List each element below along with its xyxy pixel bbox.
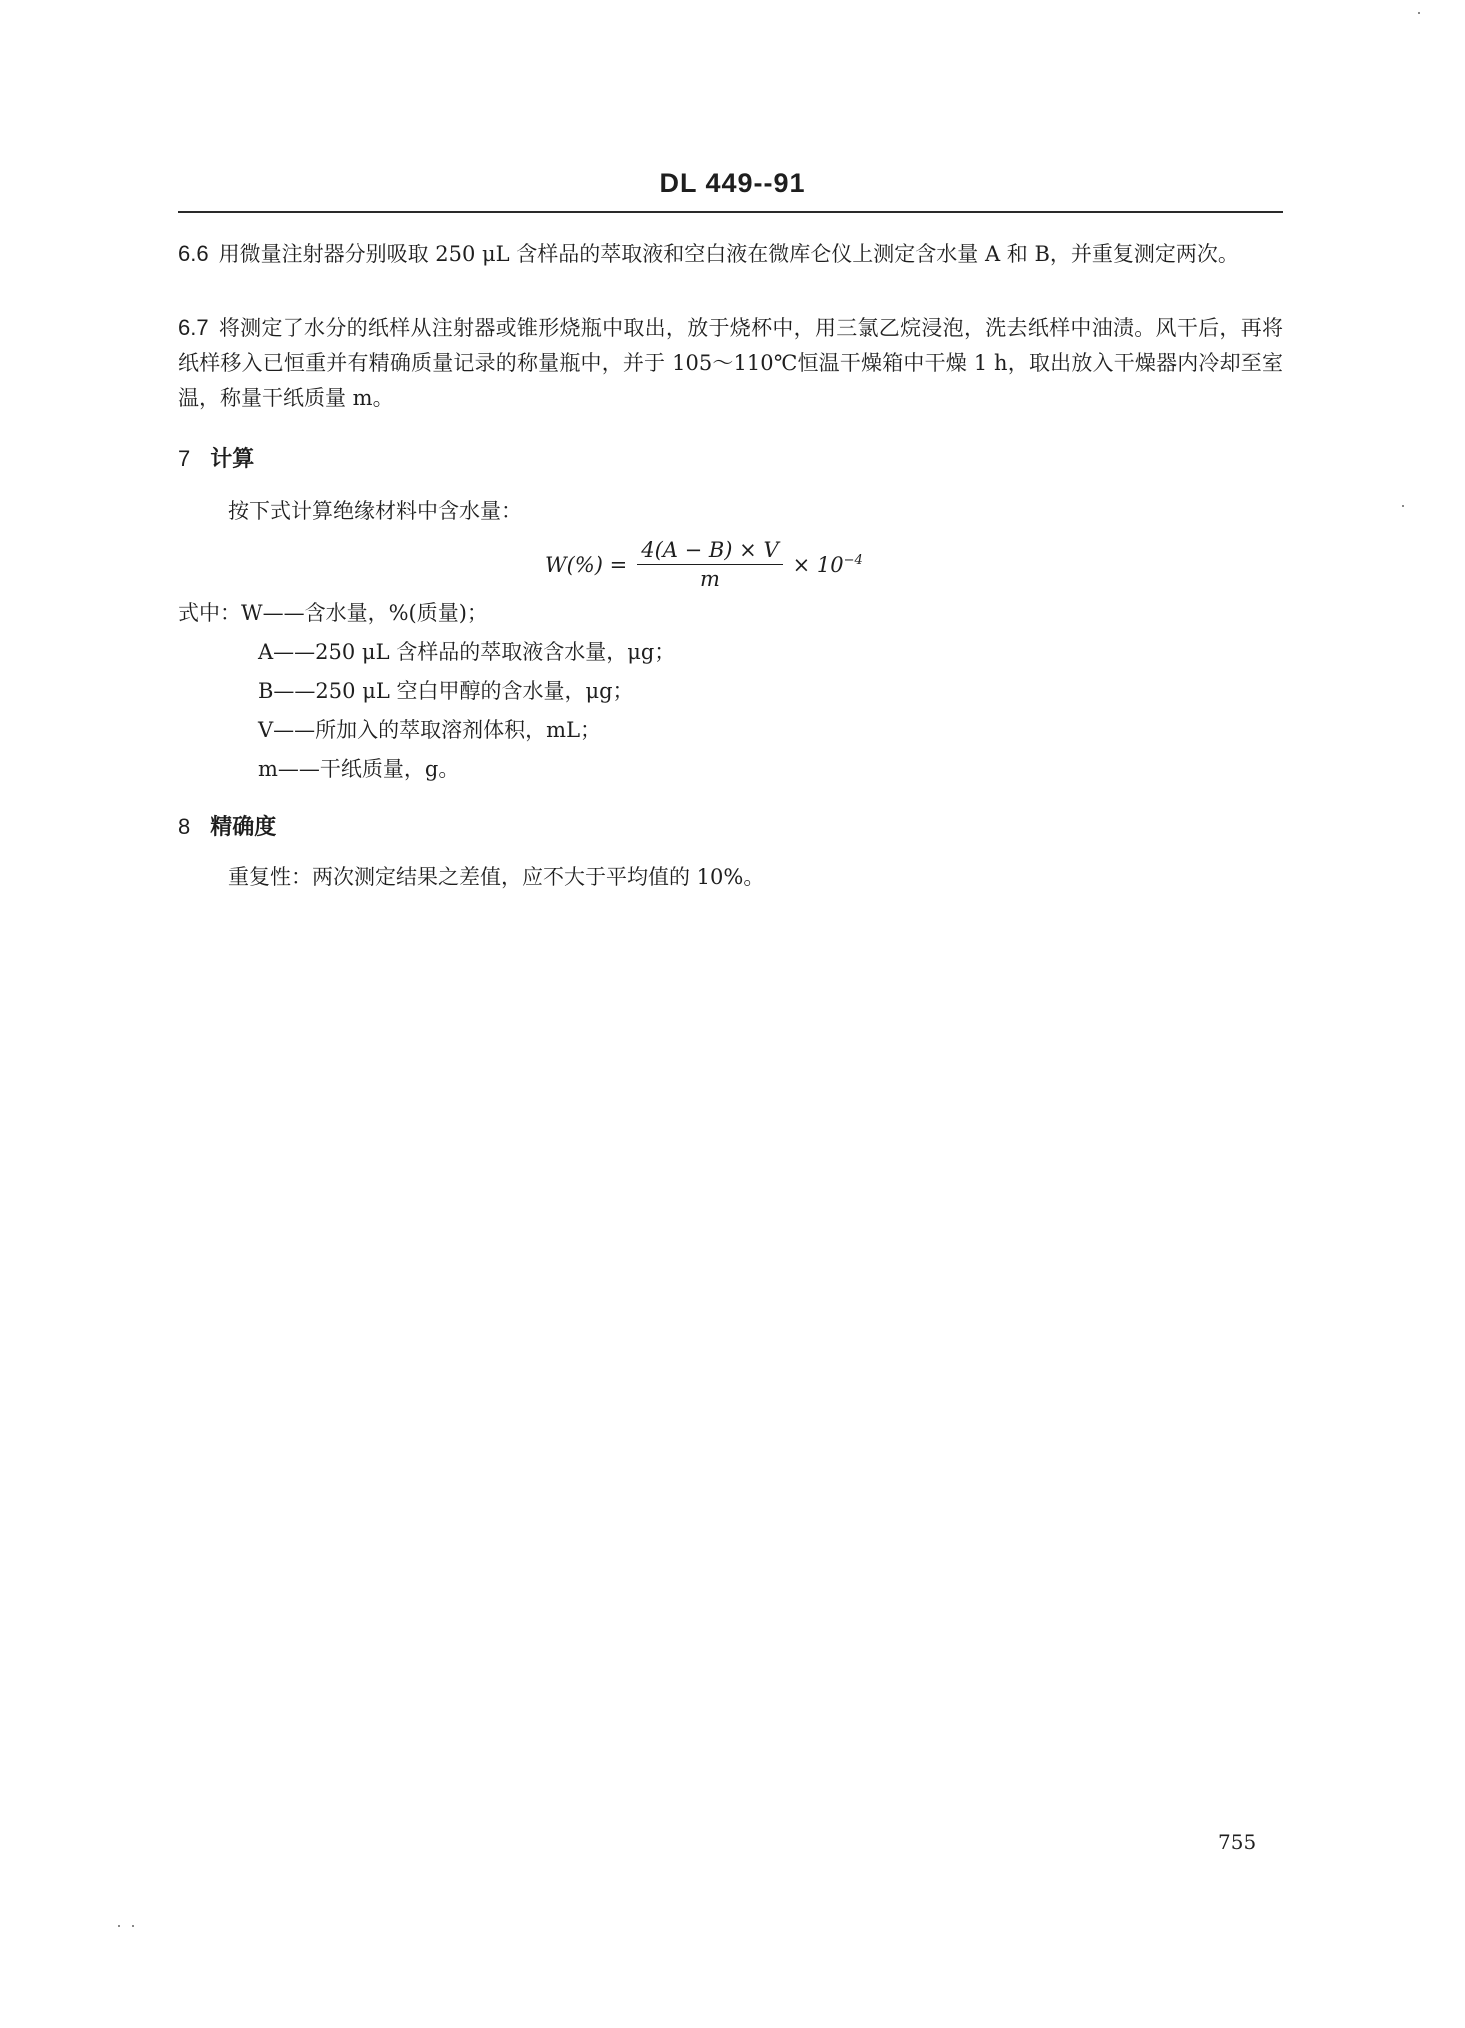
definition-item: A——250 μL 含样品的萃取液含水量，μg； — [258, 640, 676, 664]
paragraph-6-6 — [178, 236, 1283, 272]
scan-speck — [1402, 505, 1404, 507]
section-8-heading — [178, 810, 276, 841]
formula-rhs — [793, 553, 863, 577]
scan-speck — [118, 1925, 120, 1927]
doc-code: DL 449--91 — [659, 168, 806, 198]
formula-intro: 按下式计算绝缘材料中含水量： — [228, 499, 522, 523]
formula-denominator: m — [699, 567, 720, 591]
formula-factor: × 10 — [792, 552, 844, 577]
definition-item: m——干纸质量，g。 — [258, 757, 460, 781]
where-label-line — [178, 598, 488, 628]
definition-item: V——所加入的萃取溶剂体积，mL； — [258, 718, 602, 742]
page-number: 755 — [1218, 1830, 1257, 1854]
scan-speck — [1418, 12, 1420, 14]
document-header — [0, 168, 1465, 199]
clause-text: 将测定了水分的纸样从注射器或锥形烧瓶中取出，放于烧杯中，用三氯乙烷浸泡，洗去纸样中油渍。风干后，再将纸样移入已恒重并有精确质量记录的称量瓶中，并于 105～110℃恒温干燥箱中干燥 1 h，取出放入干燥器内冷却至室温，称量干纸质量 m。 — [178, 316, 1283, 410]
where-label: 式中： — [178, 601, 241, 625]
formula-lhs: W(%) = — [545, 552, 628, 577]
section-title: 精确度 — [210, 814, 277, 839]
section-number: 7 — [178, 446, 191, 471]
moisture-formula — [545, 538, 863, 591]
paragraph-6-7 — [178, 310, 1283, 416]
definition-item: W——含水量，%(质量)； — [241, 601, 488, 625]
section-title: 计算 — [210, 446, 255, 471]
clause-number: 6.6 — [178, 241, 209, 266]
formula-numerator: 4(A − B) × V — [637, 538, 782, 565]
header-rule — [178, 211, 1283, 213]
scan-speck — [132, 1925, 134, 1927]
clause-number: 6.7 — [178, 315, 209, 340]
formula-exponent: −4 — [843, 552, 863, 568]
definition-item: B——250 μL 空白甲醇的含水量，μg； — [258, 679, 634, 703]
formula-fraction — [637, 538, 782, 591]
precision-text: 重复性：两次测定结果之差值，应不大于平均值的 10%。 — [228, 865, 765, 889]
clause-text: 用微量注射器分别吸取 250 μL 含样品的萃取液和空白液在微库仑仪上测定含水量 A 和 B，并重复测定两次。 — [218, 242, 1239, 266]
section-number: 8 — [178, 814, 191, 839]
section-7-heading — [178, 442, 254, 473]
